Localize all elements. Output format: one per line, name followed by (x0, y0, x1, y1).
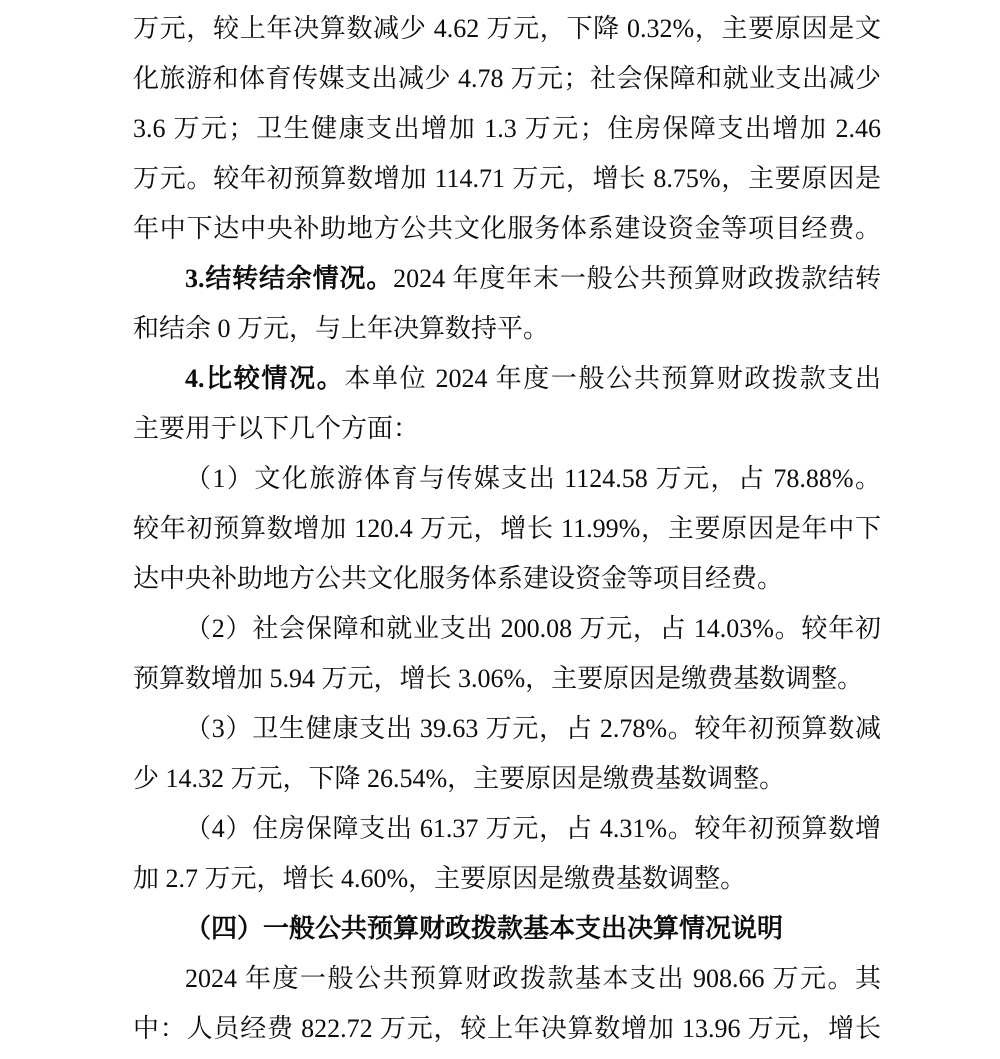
text-segment: 中：人员经费 822.72 万元，较上年决算数增加 13.96 万元，增长 (133, 1014, 881, 1043)
text-line (133, 954, 881, 1004)
text-line (133, 704, 881, 754)
text-line (133, 654, 881, 704)
text-line (133, 204, 881, 254)
text-line (133, 4, 881, 54)
text-segment: 少 14.32 万元，下降 26.54%，主要原因是缴费基数调整。 (133, 764, 786, 793)
text-segment: 2024 年度一般公共预算财政拨款基本支出 908.66 万元。其 (185, 964, 881, 993)
text-segment: 较年初预算数增加 120.4 万元，增长 11.99%，主要原因是年中下 (133, 514, 881, 543)
text-line (133, 554, 881, 604)
text-segment: 和结余 0 万元，与上年决算数持平。 (133, 314, 550, 343)
text-segment: 加 2.7 万元，增长 4.60%，主要原因是缴费基数调整。 (133, 864, 747, 893)
text-line (133, 54, 881, 104)
text-line (133, 154, 881, 204)
text-segment: 万元，较上年决算数减少 4.62 万元，下降 0.32%，主要原因是文 (133, 14, 881, 43)
text-line (133, 304, 881, 354)
text-line (133, 604, 881, 654)
text-segment: 年中下达中央补助地方公共文化服务体系建设资金等项目经费。 (133, 214, 881, 243)
text-segment: （3）卫生健康支出 39.63 万元，占 2.78%。较年初预算数减 (185, 714, 881, 743)
text-segment: 预算数增加 5.94 万元，增长 3.06%，主要原因是缴费基数调整。 (133, 664, 864, 693)
bold-text-segment: 3.结转结余情况。 (185, 264, 394, 293)
text-line (133, 104, 881, 154)
text-line (133, 354, 881, 404)
text-segment: （2）社会保障和就业支出 200.08 万元，占 14.03%。较年初 (185, 614, 881, 643)
text-line (133, 404, 881, 454)
text-segment: 万元。较年初预算数增加 114.71 万元，增长 8.75%，主要原因是 (133, 164, 881, 193)
text-segment: 本单位 2024 年度一般公共预算财政拨款支出 (344, 364, 881, 393)
text-segment: （4）住房保障支出 61.37 万元，占 4.31%。较年初预算数增 (185, 814, 881, 843)
text-segment: （1）文化旅游体育与传媒支出 1124.58 万元，占 78.88%。 (185, 464, 881, 493)
text-line (133, 454, 881, 504)
text-line (133, 254, 881, 304)
text-line (133, 804, 881, 854)
text-line (133, 504, 881, 554)
bold-text-segment: 4.比较情况。 (185, 364, 345, 393)
text-segment: 化旅游和体育传媒支出减少 4.78 万元；社会保障和就业支出减少 (133, 64, 881, 93)
bold-text-segment: （四）一般公共预算财政拨款基本支出决算情况说明 (185, 914, 784, 943)
text-segment: 主要用于以下几个方面： (133, 414, 420, 443)
text-segment: 3.6 万元；卫生健康支出增加 1.3 万元；住房保障支出增加 2.46 (133, 114, 881, 143)
text-line (133, 904, 881, 954)
text-line (133, 854, 881, 904)
text-line (133, 754, 881, 804)
text-line (133, 1004, 881, 1054)
text-segment: 2024 年度年末一般公共预算财政拨款结转 (393, 264, 881, 293)
text-segment: 达中央补助地方公共文化服务体系建设资金等项目经费。 (133, 564, 784, 593)
document-text-body (133, 4, 881, 1054)
